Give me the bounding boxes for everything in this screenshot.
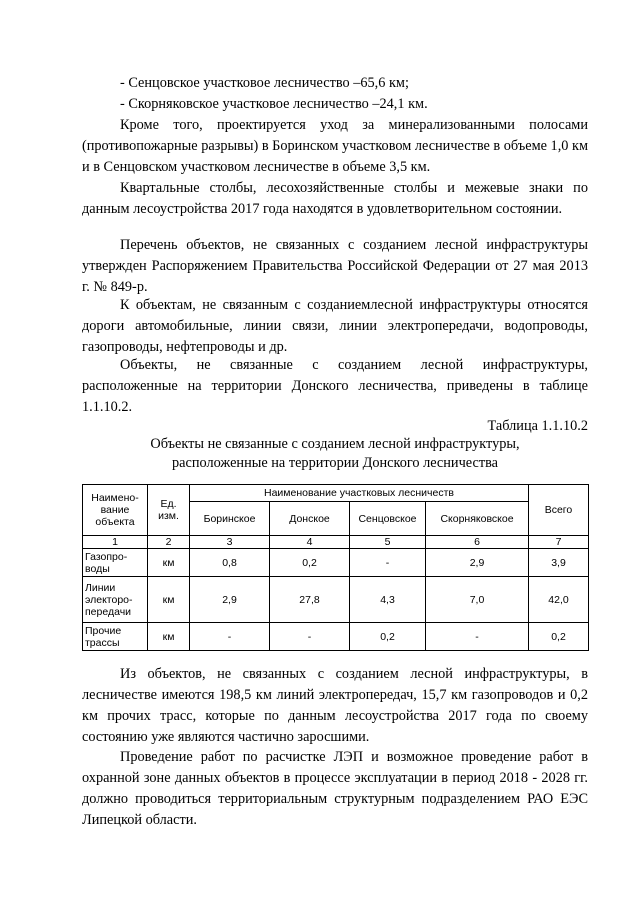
header-forestry-group: Наименование участковых лесничеств	[190, 485, 529, 502]
row-value: 4,3	[350, 577, 426, 623]
table-title-line2: расположенные на территории Донского лесничества	[172, 455, 498, 471]
row-total: 0,2	[529, 623, 589, 651]
column-number: 2	[148, 536, 190, 549]
header-sentsovskoe: Сенцовское	[350, 502, 426, 536]
row-name: Прочие трассы	[83, 623, 148, 651]
paragraph-skornyakovskoe: - Скорняковское участковое лесничество –24,1 км.	[120, 96, 428, 112]
objects-table	[82, 484, 589, 651]
paragraph-summary: Из объектов, не связанных с созданием лесной инфраструктуры, в лесничестве имеются 198,5 км линий электропередач, 15,7 км газопроводов и 0,2 км прочих трасс, которые по данным лесоустройства 2017 года по своему состоянию уже являются частично заросшими.	[82, 666, 588, 745]
table-label: Таблица 1.1.10.2	[487, 418, 588, 434]
row-unit: км	[148, 577, 190, 623]
header-object-name: Наимено-вание объекта	[83, 485, 148, 536]
table-row	[83, 549, 589, 577]
column-number: 3	[190, 536, 270, 549]
row-value: -	[350, 549, 426, 577]
paragraph-power-lines: Проведение работ по расчистке ЛЭП и возможное проведение работ в охранной зоне данных объектов в процессе эксплуатации в период 2018 - 2028 гг. должно проводиться территориальным структурным подразделением РАО ЕЭС Липецкой области.	[82, 749, 588, 828]
row-value: -	[190, 623, 270, 651]
row-value: 0,8	[190, 549, 270, 577]
paragraph-object-list: Перечень объектов, не связанных с созданием лесной инфраструктуры утвержден Распоряжением Правительства Российской Федерации от 27 мая 2013 г. № 849-р.	[82, 237, 588, 295]
paragraph-quarter-posts: Квартальные столбы, лесохозяйственные столбы и межевые знаки по данным лесоустройства 2017 года находятся в удовлетворительном состоянии.	[82, 180, 588, 217]
paragraph-mineralized-strips: Кроме того, проектируется уход за минерализованными полосами (противопожарные разрывы) в Боринском участковом лесничестве в объеме 1,0 км и в Сенцовском участковом лесничестве в объеме 3,5 км.	[82, 117, 588, 175]
paragraph-object-types: К объектам, не связанным с созданиемлесной инфраструктуры относятся дороги автомобильные, линии связи, линии электропередачи, водопроводы, газопроводы, нефтепроводы и др.	[82, 297, 588, 355]
column-number: 4	[270, 536, 350, 549]
row-value: 7,0	[426, 577, 529, 623]
row-total: 3,9	[529, 549, 589, 577]
row-unit: км	[148, 623, 190, 651]
paragraph-sentsovskoe: - Сенцовское участковое лесничество –65,6 км;	[120, 75, 409, 91]
column-number: 6	[426, 536, 529, 549]
header-borinskoe: Боринское	[190, 502, 270, 536]
table-header-row	[83, 485, 589, 502]
row-value: -	[426, 623, 529, 651]
row-name: Газопро-воды	[83, 549, 148, 577]
row-name: Линии электоро-передачи	[83, 577, 148, 623]
header-unit: Ед. изм.	[148, 485, 190, 536]
header-total: Всего	[529, 485, 589, 536]
row-value: 0,2	[270, 549, 350, 577]
header-skornyakovskoe: Скорняковское	[426, 502, 529, 536]
column-number: 5	[350, 536, 426, 549]
row-value: -	[270, 623, 350, 651]
row-value: 0,2	[350, 623, 426, 651]
row-value: 2,9	[426, 549, 529, 577]
row-unit: км	[148, 549, 190, 577]
table-number-row	[83, 536, 589, 549]
row-value: 27,8	[270, 577, 350, 623]
row-value: 2,9	[190, 577, 270, 623]
header-donskoe: Донское	[270, 502, 350, 536]
column-number: 1	[83, 536, 148, 549]
table-title-line1: Объекты не связанные с созданием лесной инфраструктуры,	[150, 436, 520, 452]
table-row	[83, 577, 589, 623]
column-number: 7	[529, 536, 589, 549]
paragraph-table-reference: Объекты, не связанные с созданием лесной инфраструктуры, расположенные на территории Донского лесничества, приведены в таблице 1.1.10.2.	[82, 357, 588, 415]
table-row	[83, 623, 589, 651]
row-total: 42,0	[529, 577, 589, 623]
